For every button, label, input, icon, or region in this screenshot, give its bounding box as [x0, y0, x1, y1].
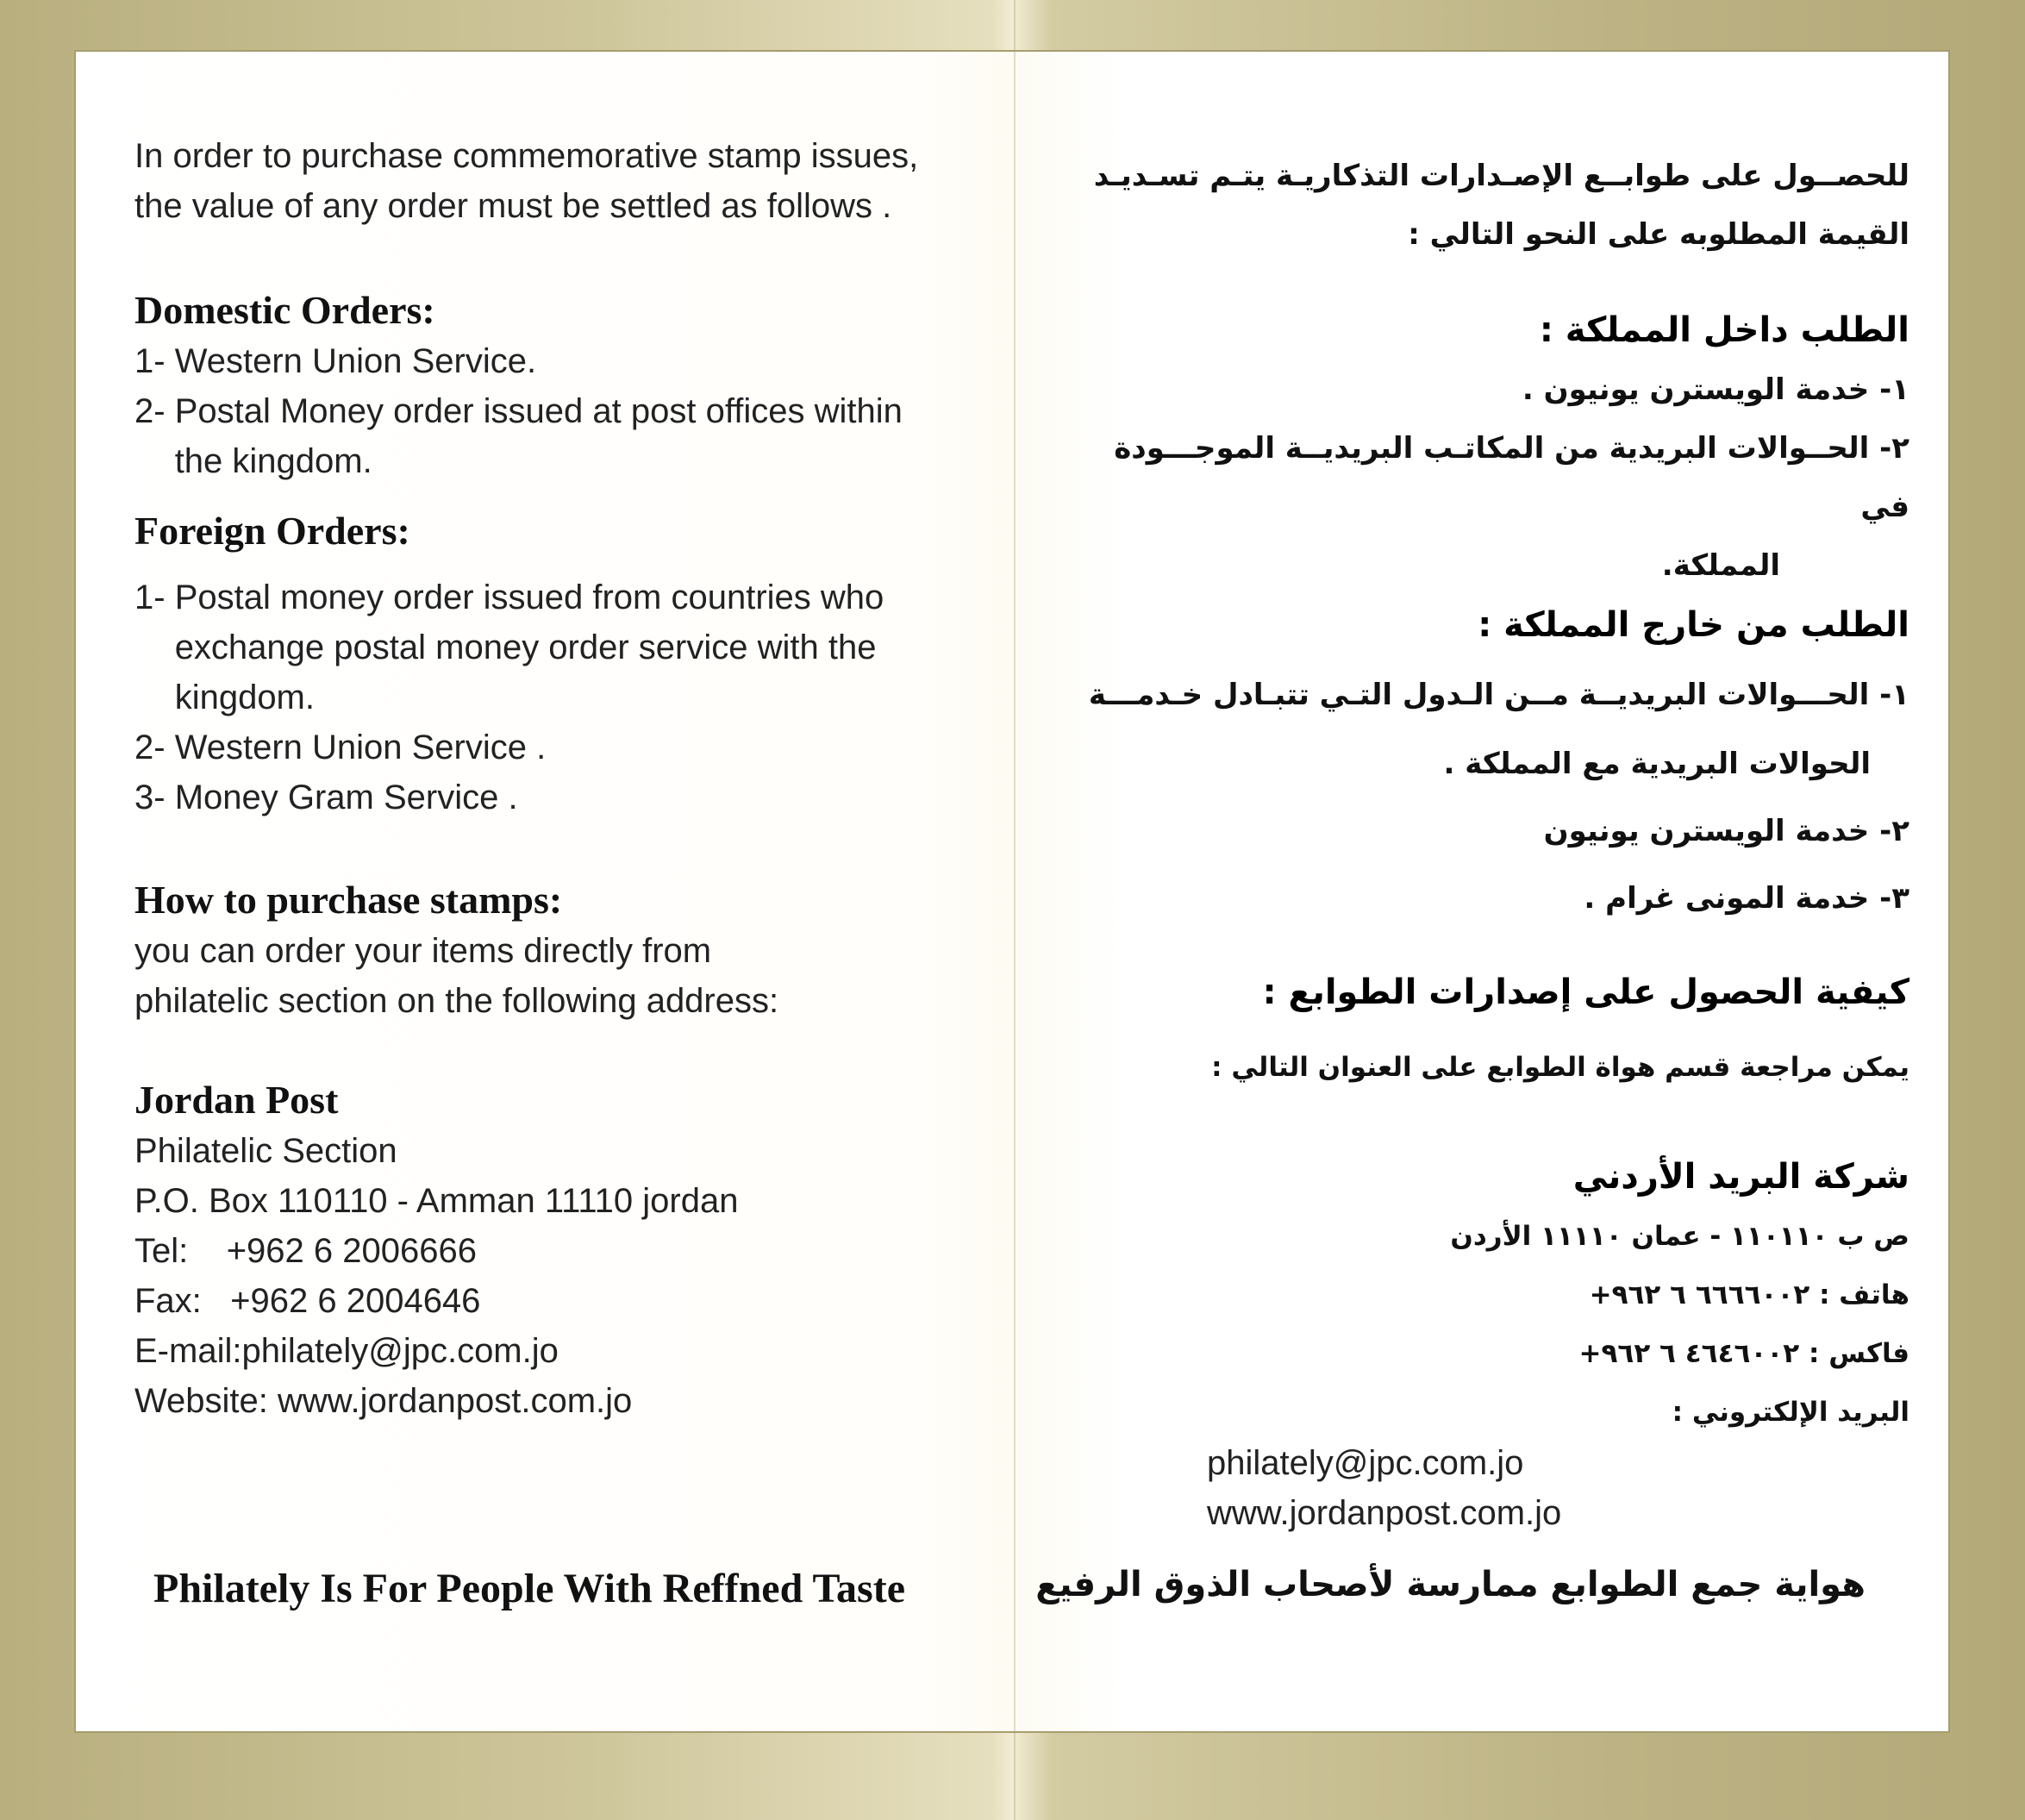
- ar-foreign-item-1-line-2: الحوالات البريدية مع المملكة .: [1443, 747, 1871, 781]
- ar-foreign-item-2: ٢- خدمة الويسترن يونيون: [1543, 814, 1909, 848]
- how-to-purchase-heading: How to purchase stamps:: [134, 878, 563, 922]
- ar-company-name: شركة البريد الأردني: [1572, 1157, 1909, 1197]
- item-number: 1-: [134, 342, 175, 380]
- item-text-line-3: kingdom.: [174, 679, 315, 716]
- foreign-item-1: [134, 572, 1005, 722]
- ar-foreign-item-1-line-1: ١- الحـــوالات البريديــة مــن الـدول التـي تتبـادل خـدمـــة: [1088, 678, 1909, 712]
- intro-line-1: In order to purchase commemorative stamp issues,: [134, 137, 919, 175]
- ar-how-line-1: يمكن مراجعة قسم هواة الطوابع على العنوان التالي :: [1211, 1052, 1909, 1083]
- po-box: P.O. Box 110110 - Amman 11110 jordan: [134, 1182, 739, 1220]
- item-number: 2-: [134, 729, 175, 766]
- ar-po-box: ص ب ١١٠١١٠ - عمان ١١١١٠ الأردن: [1450, 1221, 1909, 1252]
- ar-domestic-heading: الطلب داخل المملكة :: [1539, 310, 1909, 350]
- ar-domestic-item-1: ١- خدمة الويسترن يونيون .: [1522, 372, 1909, 407]
- domestic-item-2: [134, 386, 1005, 486]
- ar-intro-line-1: للحصــول على طوابــع الإصـدارات التذكاريـة يتـم تسـديـد: [1093, 159, 1909, 193]
- ar-telephone: هاتف : ٦٦٦٦٠٠٢ ٦ ٩٦٢+: [1589, 1279, 1909, 1310]
- ar-email-label: البريد الإلكتروني :: [1672, 1397, 1909, 1428]
- item-number: 3-: [134, 779, 175, 816]
- ar-intro-line-2: القيمة المطلوبه على النحو التالي :: [1408, 217, 1909, 252]
- foreign-item-3: [134, 772, 1005, 822]
- website: Website: www.jordanpost.com.jo: [134, 1382, 633, 1420]
- ar-website: www.jordanpost.com.jo: [1207, 1494, 1562, 1532]
- item-text-line-1: Postal Money order issued at post offices within: [174, 392, 903, 430]
- item-number: 1-: [134, 579, 175, 616]
- fax: Fax: +962 6 2004646: [134, 1282, 481, 1320]
- ar-domestic-item-2-line-1: ٢- الحــوالات البريدية من المكاتـب البريديــة الموجـــودة في: [1114, 431, 1909, 524]
- intro-line-2: the value of any order must be settled as follows .: [134, 187, 892, 225]
- item-text-line-1: Postal money order issued from countries who: [174, 579, 884, 616]
- item-text-line-2: the kingdom.: [174, 442, 372, 480]
- foreign-orders-heading: Foreign Orders:: [134, 509, 410, 553]
- ar-foreign-item-3: ٣- خدمة المونى غرام .: [1584, 881, 1909, 916]
- item-text: Money Gram Service .: [174, 779, 518, 816]
- english-column: [134, 131, 1005, 1426]
- arabic-column: [1086, 147, 1909, 1538]
- foreign-item-2: [134, 722, 1005, 772]
- ar-email: philately@jpc.com.jo: [1207, 1444, 1524, 1482]
- ar-domestic-item-2-line-2: المملكة.: [1661, 548, 1780, 583]
- fold-line: [1014, 0, 1016, 1820]
- domestic-orders-heading: Domestic Orders:: [134, 288, 435, 332]
- domestic-item-1: [134, 336, 1005, 386]
- how-line-2: philatelic section on the following address:: [134, 982, 779, 1020]
- philatelic-section: Philatelic Section: [134, 1132, 397, 1170]
- item-text: Western Union Service.: [174, 342, 537, 380]
- item-text: Western Union Service .: [174, 729, 547, 766]
- ar-fax: فاكس : ٤٦٤٦٠٠٢ ٦ ٩٦٢+: [1578, 1338, 1909, 1369]
- how-line-1: you can order your items directly from: [134, 932, 712, 970]
- footer-slogan-english: Philately Is For People With Reffned Taste: [153, 1566, 906, 1611]
- ar-how-heading: كيفية الحصول على إصدارات الطوابع :: [1262, 973, 1909, 1012]
- company-name: Jordan Post: [134, 1078, 339, 1122]
- footer-slogan-arabic: هواية جمع الطوابع ممارسة لأصحاب الذوق الرفيع: [1035, 1565, 1866, 1604]
- ar-foreign-heading: الطلب من خارج المملكة :: [1478, 605, 1909, 645]
- email: E-mail:philately@jpc.com.jo: [134, 1332, 559, 1370]
- telephone: Tel: +962 6 2006666: [134, 1232, 477, 1270]
- item-number: 2-: [134, 392, 175, 430]
- item-text-line-2: exchange postal money order service with the: [174, 629, 877, 666]
